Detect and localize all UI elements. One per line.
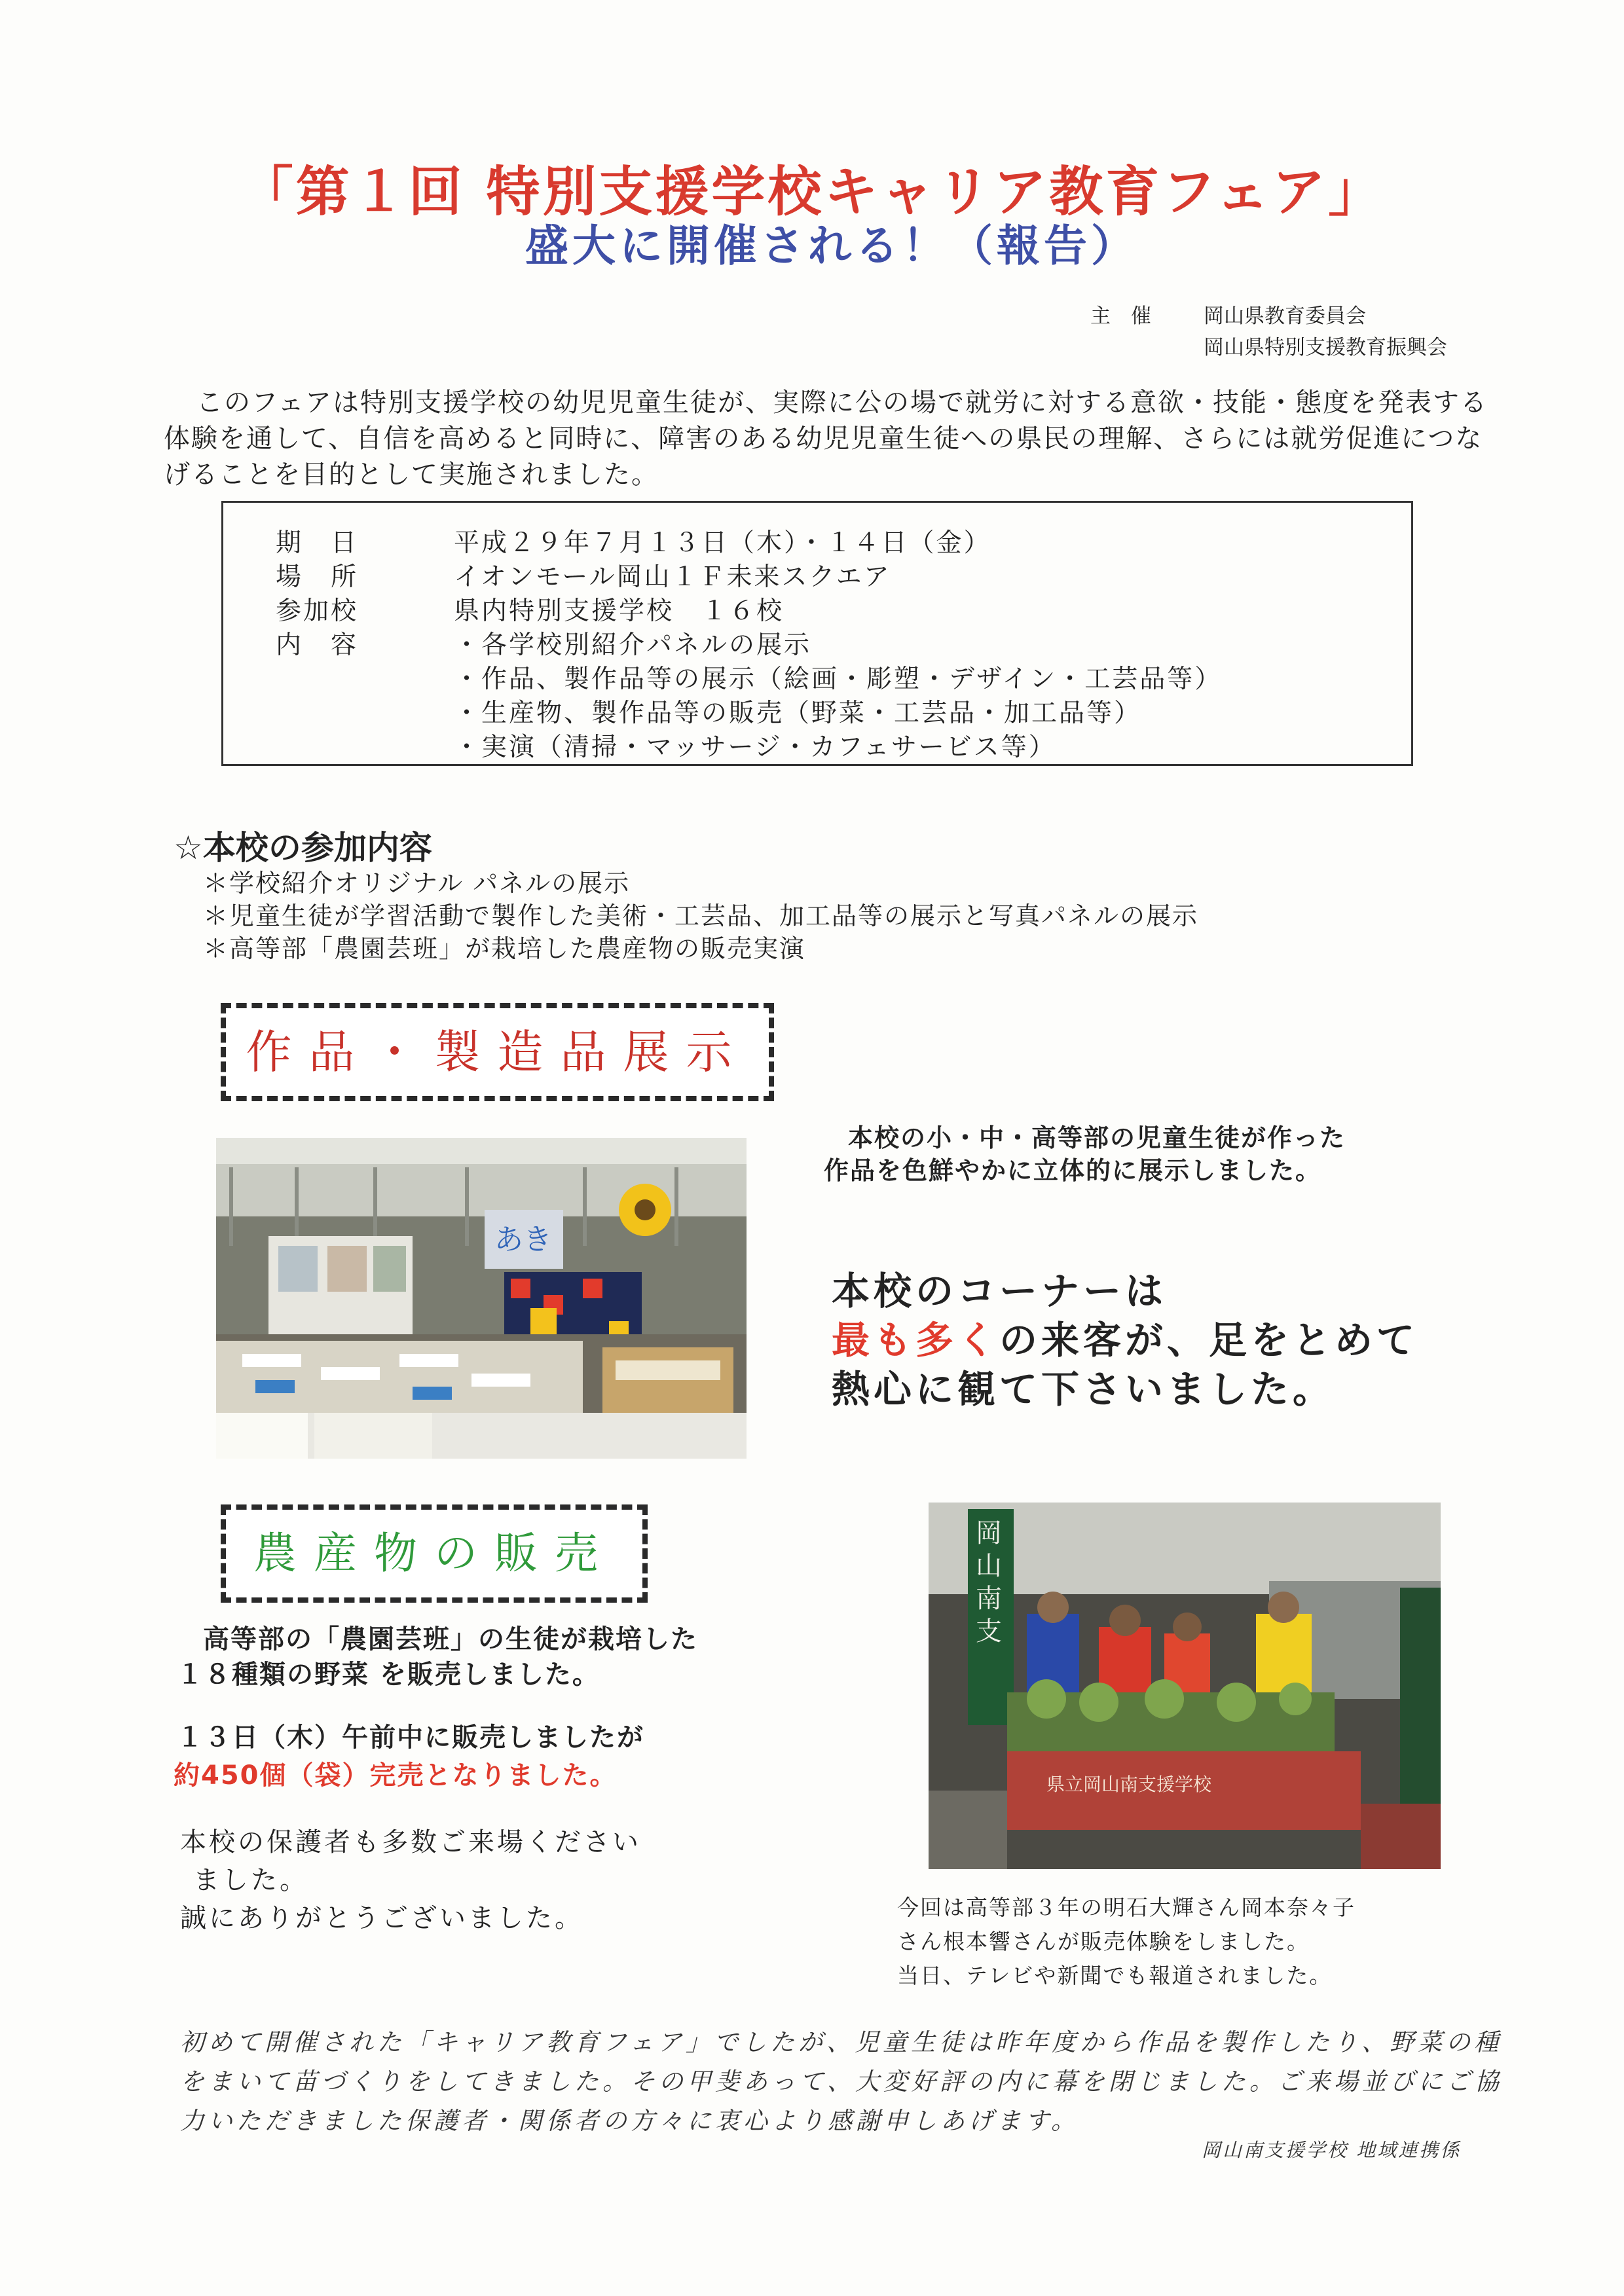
- corner-line1: 本校のコーナーは: [832, 1269, 1168, 1313]
- sales-line2: １８種類の野菜 を販売しました。: [177, 1660, 600, 1690]
- intro-paragraph: このフェアは特別支援学校の幼児児童生徒が、実際に公の場で就労に対する意欲・技能・態度を発表する体験を通して、自信を高めると同時に、障害のある幼児児童生徒への県民の理解、さらには就労促進につなげることを目的として実施されました。: [164, 388, 1488, 490]
- sales-line7: 誠にありがとうございました。: [180, 1903, 583, 1933]
- organizer-label: 主 催: [1090, 304, 1151, 328]
- exhibit-photo-image: [216, 1138, 747, 1459]
- content-item: ・作品、製作品等の展示（絵画・彫塑・デザイン・工芸品等）: [454, 665, 1223, 694]
- corner-line3: 熱心に観て下さいました。: [832, 1367, 1335, 1412]
- date-label: 期 日: [276, 528, 359, 558]
- closing-signature: 岡山南支援学校 地域連携係: [1202, 2139, 1462, 2161]
- exhibit-banner-text: 作品・製造品展示: [246, 1025, 749, 1079]
- content-item: ・生産物、製作品等の販売（野菜・工芸品・加工品等）: [454, 699, 1142, 728]
- title-line1: 「第１回 特別支援学校キャリア教育フェア」: [239, 161, 1385, 223]
- participation-item: ＊学校紹介オリジナル パネルの展示: [203, 869, 631, 898]
- schools-label: 参加校: [276, 596, 359, 626]
- exhibit-banner: [221, 1003, 774, 1101]
- participation-title: ☆本校の参加内容: [174, 829, 432, 867]
- svg-text:南: 南: [976, 1584, 1002, 1614]
- participation-item: ＊児童生徒が学習活動で製作した美術・工芸品、加工品等の展示と写真パネルの展示: [203, 902, 1199, 930]
- sales-line1: 高等部の「農園芸班」の生徒が栽培した: [203, 1624, 698, 1654]
- sales-line4: 約450個（袋）完売となりました。: [174, 1760, 618, 1791]
- participation-item: ＊高等部「農園芸班」が栽培した農産物の販売実演: [203, 934, 806, 963]
- svg-text:山: 山: [976, 1551, 1002, 1581]
- content-item: ・各学校別紹介パネルの展示: [454, 630, 812, 660]
- closing-paragraph: 初めて開催された「キャリア教育フェア」でしたが、児童生徒は昨年度から作品を製作したり、野菜の種をまいて苗づくりをしてきました。その甲斐あって、大変好評の内に幕を閉じました。ご来場並びにご協力いただきました保護者・関係者の方々に衷心より感謝申しあげます。: [180, 2028, 1503, 2135]
- place-value: イオンモール岡山１Ｆ未来スクエア: [454, 562, 891, 592]
- exhibit-description-line2: 作品を色鮮やかに立体的に展示しました。: [824, 1156, 1322, 1185]
- organizer-1: 岡山県教育委員会: [1204, 304, 1366, 328]
- corner-highlight: 最も多く: [832, 1318, 1000, 1362]
- exhibit-photo: [216, 1138, 747, 1459]
- svg-text:岡: 岡: [976, 1518, 1002, 1548]
- event-info-box: [221, 501, 1413, 766]
- sales-caption-line3: 当日、テレビや新聞でも報道されました。: [897, 1963, 1333, 1988]
- corner-line2: [832, 1309, 1418, 1364]
- sales-line5: 本校の保護者も多数ご来場ください: [180, 1827, 641, 1857]
- place-label: 場 所: [276, 562, 359, 592]
- sales-photo: [929, 1503, 1441, 1869]
- svg-text:支: 支: [976, 1616, 1002, 1647]
- sales-banner: [221, 1504, 648, 1603]
- booth-sign: 県立岡山南支援学校: [1046, 1774, 1212, 1795]
- sales-caption-line1: 今回は高等部３年の明石大輝さん岡本奈々子: [897, 1895, 1356, 1920]
- date-value: 平成２９年７月１３日（木）・１４日（金）: [454, 528, 991, 558]
- organizer-2: 岡山県特別支援教育振興会: [1204, 336, 1447, 359]
- sales-line6: ました。: [193, 1865, 308, 1895]
- sales-banner-text: 農産物の販売: [253, 1528, 615, 1578]
- sales-caption-line2: さん根本響さんが販売体験をしました。: [897, 1929, 1310, 1954]
- content-item: ・実演（清掃・マッサージ・カフェサービス等）: [454, 733, 1056, 762]
- schools-value: 県内特別支援学校 １６校: [454, 596, 784, 626]
- sales-photo-image: [929, 1503, 1441, 1869]
- corner-line2-rest: の来客が、足をとめて: [999, 1318, 1419, 1362]
- title-line2: 盛大に開催される！（報告）: [525, 221, 1138, 271]
- sales-line3: １３日（木）午前中に販売しましたが: [177, 1722, 644, 1753]
- content-label: 内 容: [276, 630, 359, 660]
- svg-text:あき: あき: [494, 1223, 552, 1256]
- exhibit-description-line1: 本校の小・中・高等部の児童生徒が作った: [848, 1123, 1346, 1152]
